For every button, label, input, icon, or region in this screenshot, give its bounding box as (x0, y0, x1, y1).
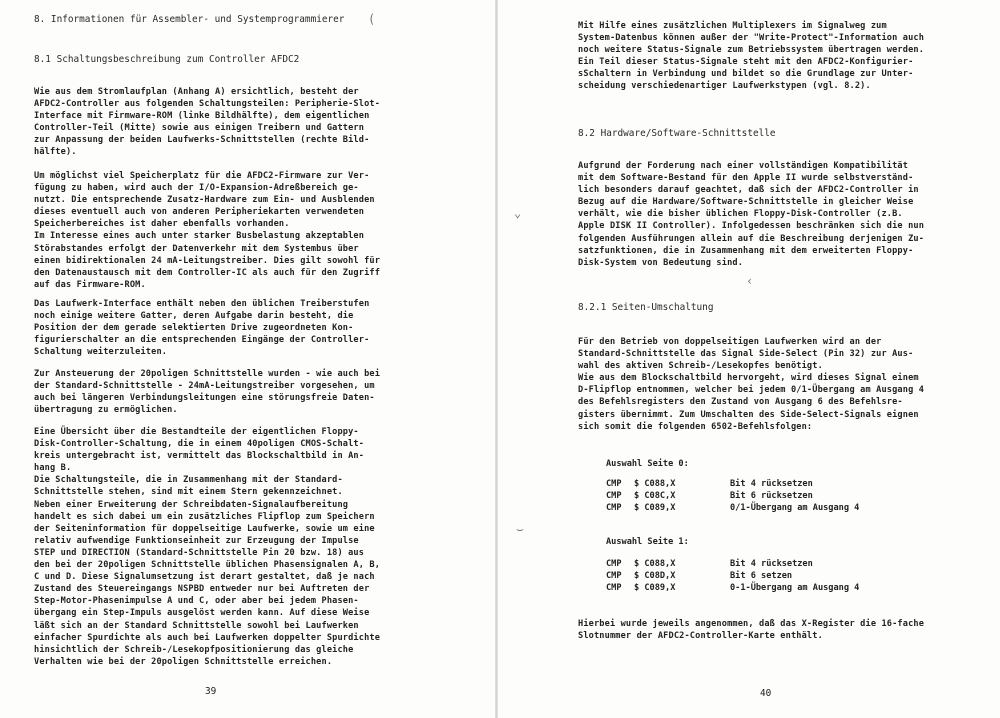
opcode: CMP (606, 583, 622, 593)
description: Bit 6 setzen (730, 571, 793, 581)
section-heading: 8.1 Schaltungsbeschreibung zum Controller AFDC2 (34, 54, 300, 65)
section-heading: 8.2 Hardware/Software-Schnittstelle (578, 128, 776, 139)
paragraph-side-select: Für den Betrieb von doppelseitigen Laufwerken wird an der Standard-Schnittstelle das Signal Side-Select (Pin 32) zur Aus- wahl des aktiven Schreib-/Lesekopfes benötigt. Wie aus dem Blockschaltbild hervorgeht, wird dieses Signal einem D-Flipflop entnommen, welcher bei jedem 0/1-Übergang am Ausgang 4 des Befehlsregisters den Zustand von Ausgang 6 des Befehlsre- gisters übernimmt. Zum Umschalten des Side-Select-Signals eignen sich somit die folgenden 6502-Befehlsfolgen: (578, 337, 925, 432)
paragraph-compatibility: Aufgrund der Forderung nach einer vollständigen Kompatibilität mit dem Software-Bestand für den Apple II wurde selbstverständ- lich besonders darauf geachtet, daß sich der AFDC2-Controller in Bezug auf die Hardware/Software-Schnittstelle in gleicher Weise verhält, wie die bisher üblichen Floppy-Disk-Controller (z.B. Apple DISK II Controller). Infolgedessen beschränken sich die nun folgenden Ausführungen allein auf die Beschreibung derjenigen Zu- satzfunktionen, die in Zusammenhang mit dem erweiterten Floppy- Disk-System von Bedeutung sind. (578, 161, 925, 268)
opcode: CMP (606, 491, 622, 501)
scan-mark: ⌄ (514, 206, 522, 220)
operand: $ C08D,X (634, 571, 676, 581)
operand: $ C088,X (634, 479, 676, 489)
scan-mark: ⌣ (516, 522, 524, 536)
opcode: CMP (606, 503, 622, 513)
description: 0/1-Übergang am Ausgang 4 (730, 503, 860, 513)
description: Bit 4 rücksetzen (730, 559, 813, 569)
scan-mark: ( (368, 12, 376, 26)
opcode: CMP (606, 559, 622, 569)
operand: $ C08C,X (634, 491, 676, 501)
description: Bit 6 rücksetzen (730, 491, 813, 501)
operand: $ C089,X (634, 583, 676, 593)
description: Bit 4 rücksetzen (730, 479, 813, 489)
side1-title: Auswahl Seite 1: (606, 537, 689, 547)
paragraph-multiplexer: Mit Hilfe eines zusätzlichen Multiplexers im Signalweg zum System-Datenbus können außer der "Write-Protect"-Information auch noch weitere Status-Signale zum Betriebssystem übertragen werden. Ein Teil dieser Status-Signale steht mit den AFDC2-Konfigurier- sSchaltern in Verbindung und bildet so die Grundlage zur Unter- scheidung verschiedenartiger Laufwerkstypen (vgl. 8.2). (578, 21, 925, 92)
chapter-heading: 8. Informationen für Assembler- und Systemprogrammierer (34, 14, 345, 25)
page-number: 39 (205, 686, 217, 697)
opcode: CMP (606, 479, 622, 489)
paragraph-intro: Wie aus dem Stromlaufplan (Anhang A) ersichtlich, besteht der AFDC2-Controller aus folgenden Schaltungsteilen: Peripherie-Slot- Interface mit Firmware-ROM (linke Bildhälfte), dem eigentlichen Controller-Teil (Mitte) sowie aus einigen Treibern und Gattern zur Anpassung der beiden Laufwerks-Schnittstellen (rechte Bild- hälfte). (34, 87, 381, 158)
scan-mark: ‹ (746, 274, 754, 288)
paragraph-footer: Hierbei wurde jeweils angenommen, daß das X-Register die 16-fache Slotnummer der AFDC2-Controller-Karte enthält. (578, 619, 925, 642)
paragraph-interface: Das Laufwerk-Interface enthält neben den üblichen Treiberstufen noch einige weitere Gatter, deren Aufgabe darin besteht, die Position der dem gerade selektierten Drive zugeordneten Kon- figurierschalter an die entsprechenden Eingänge der Controller- Schaltung weiterzuleiten. (34, 299, 370, 358)
page-number: 40 (760, 688, 772, 699)
paragraph-drivers: Zur Ansteuerung der 20poligen Schnittstelle wurden - wie auch bei der Standard-Schnittstelle - 24mA-Leitungstreiber vorgesehen, um auch bei längeren Verbindungsleitungen eine störungsfreie Daten- übertragung zu ermöglichen. (34, 369, 381, 416)
paragraph-overview: Eine Übersicht über die Bestandteile der eigentlichen Floppy- Disk-Controller-Schaltung, die in einem 40poligen CMOS-Schalt- kreis untergebracht ist, vermittelt das Blockschaltbild in An- hang B. Die Schaltungsteile, die in Zusammenhang mit der Standard- Schnittstelle stehen, sind mit einem Stern gekennzeichnet. Neben einer Erweiterung der Schreibdaten-Signalaufbereitung handelt es sich dabei um ein zusätzliches Flipflop zum Speichern der Seiteninformation für doppelseitige Laufwerke, sowie um eine relativ aufwendige Funktionseinheit zur Erzeugung der Impulse STEP und DIRECTION (Standard-Schnittstelle Pin 20 bzw. 18) aus den bei der 20poligen Schnittstelle üblichen Phasensignalen A, B, C und D. Diese Signalumsetzung ist derart gestaltet, daß je nach Zustand des Steuereingangs NSPBD entweder nur bei Auftreten der Step-Motor-Phasenimpulse A und C, oder aber bei jedem Phasen- übergang ein Step-Impuls ausgelöst werden kann. Auf diese Weise läßt sich an der Standard Schnittstelle sowohl bei Laufwerken einfacher Spurdichte als auch bei Laufwerken doppelter Spurdichte hinsichtlich der Schreib-/Lesekopfpositionierung das gleiche Verhalten wie bei der 20poligen Schnittstelle erreichen. (34, 427, 381, 667)
description: 0-1-Übergang am Ausgang 4 (730, 583, 860, 593)
operand: $ C088,X (634, 559, 676, 569)
subsection-heading: 8.2.1 Seiten-Umschaltung (578, 302, 714, 313)
opcode: CMP (606, 571, 622, 581)
side0-title: Auswahl Seite 0: (606, 459, 689, 469)
right-page (498, 0, 1000, 718)
operand: $ C089,X (634, 503, 676, 513)
left-page (0, 0, 496, 718)
paragraph-firmware: Um möglichst viel Speicherplatz für die AFDC2-Firmware zur Ver- fügung zu haben, wird auch der I/O-Expansion-Adreßbereich ge- nutzt. Die entsprechende Zusatz-Hardware zum Ein- und Ausblenden dieses eventuell auch von anderen Peripheriekarten verwendeten Speicherbereiches ist daher ebenfalls vorhanden. Im Interesse eines auch unter starker Busbelastung akzeptablen Störabstandes erfolgt der Datenverkehr mit dem Systembus über einen bidirektionalen 24 mA-Leitungstreiber. Dies gilt sowohl für den Datenaustausch mit dem Controller-IC als auch für den Zugriff auf das Firmware-ROM. (34, 171, 381, 290)
